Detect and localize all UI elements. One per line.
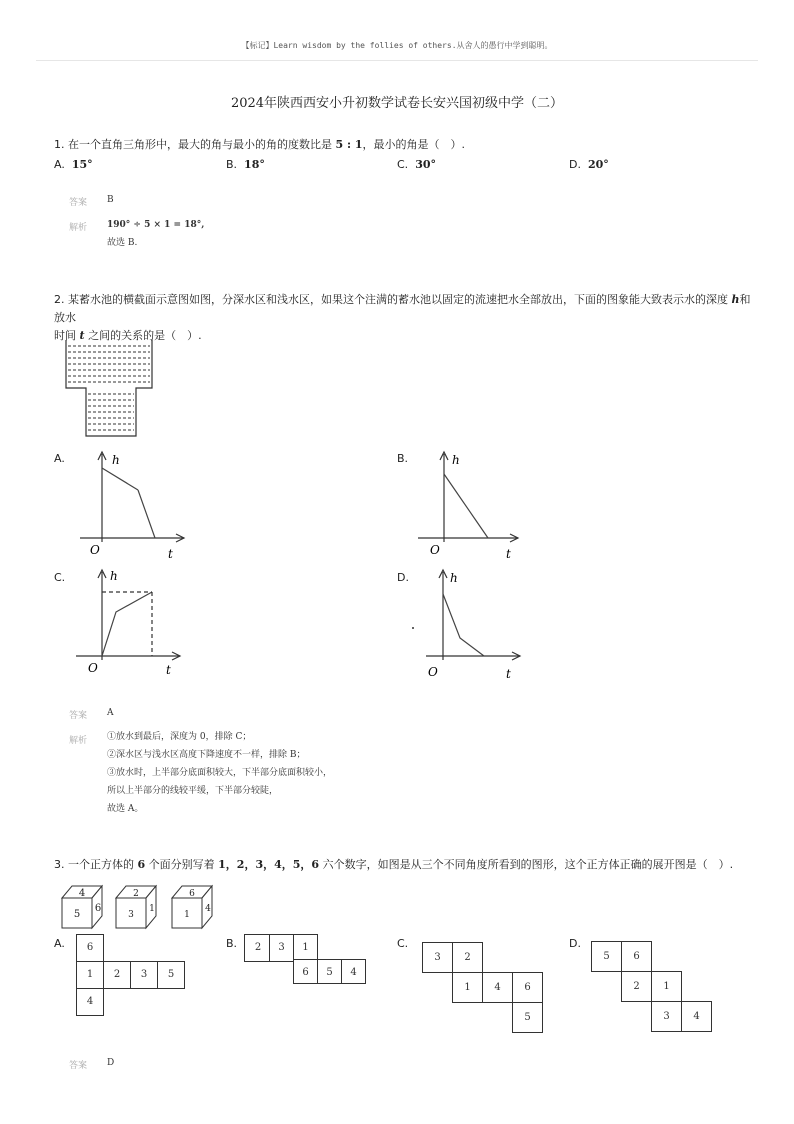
svg-text:O: O <box>430 543 440 557</box>
explain-label: 解析 <box>69 736 88 746</box>
option-2-a-label[interactable]: A. <box>54 452 65 465</box>
option-1-d[interactable]: D. 20° <box>569 158 609 171</box>
svg-text:4: 4 <box>78 888 86 899</box>
cube-views <box>60 882 220 930</box>
svg-text:h: h <box>110 569 118 583</box>
question-1-text: 在一个直角三角形中，最大的角与最小的角的度数比是 <box>68 138 332 151</box>
svg-text:5: 5 <box>73 909 81 920</box>
option-2-b-graph[interactable] <box>410 446 530 564</box>
option-3-c-label[interactable]: C. <box>397 937 409 950</box>
svg-text:h: h <box>450 571 458 585</box>
question-1-text-end: ，最小的角是（ ）. <box>362 138 466 151</box>
svg-text:t: t <box>506 547 511 561</box>
svg-text:6: 6 <box>94 903 102 914</box>
option-2-b-label[interactable]: B. <box>397 452 409 465</box>
header-note: 【标记】Learn wisdom by the follies of others.从舍人的愚行中学到聪明。 <box>241 41 553 50</box>
svg-text:1: 1 <box>184 910 190 920</box>
question-2-answer: A <box>107 708 114 718</box>
reservoir-diagram <box>60 338 160 440</box>
option-3-a-label[interactable]: A. <box>54 937 65 950</box>
option-1-a[interactable]: A. 15° <box>54 158 93 171</box>
answer-label: 答案 <box>69 711 88 721</box>
option-3-b-label[interactable]: B. <box>226 937 238 950</box>
origin-label: O <box>90 543 100 557</box>
svg-text:O: O <box>88 661 98 675</box>
option-2-d-label[interactable]: D. <box>397 571 409 584</box>
question-1-answer: B <box>107 195 114 205</box>
option-2-c-label[interactable]: C. <box>54 571 66 584</box>
option-1-b[interactable]: B. 18° <box>226 158 265 171</box>
svg-text:2: 2 <box>133 889 139 899</box>
option-2-c-graph[interactable] <box>68 564 188 682</box>
svg-text:1: 1 <box>149 904 155 914</box>
svg-text:t: t <box>166 663 171 677</box>
svg-text:4: 4 <box>205 904 211 914</box>
svg-text:h: h <box>452 453 460 467</box>
option-2-d-graph[interactable] <box>410 564 530 682</box>
question-1-number: 1. <box>54 138 65 151</box>
svg-text:t: t <box>506 667 511 681</box>
question-1-stem <box>54 136 465 154</box>
header-divider <box>36 60 758 61</box>
page-title: 2024年陕西西安小升初数学试卷长安兴国初级中学（二） <box>230 96 564 111</box>
question-1-explanation: 190° ÷ 5 × 1 = 18°, 故选 B. <box>107 220 205 248</box>
question-3-answer: D <box>107 1058 115 1068</box>
answer-label: 答案 <box>69 198 88 208</box>
h-axis-label: h <box>112 453 120 467</box>
question-3-stem: 3. 一个正方体的 6 个面分别写着 1，2，3，4，5，6 六个数字，如图是从三个不同角度所看到的图形，这个正方体正确的展开图是（ ）. <box>54 858 734 871</box>
svg-text:O: O <box>428 665 438 679</box>
t-axis-label: t <box>168 547 173 561</box>
question-1-ratio: 5 : 1 <box>335 138 363 151</box>
explain-label: 解析 <box>69 223 88 233</box>
question-2-stem: 2. 某蓄水池的横截面示意图如图，分深水区和浅水区，如果这个注满的蓄水池以固定的流速把水全部放出，下面的图象能大致表示水的深度 h和放水 时间 t 之间的关系的是（ ）. <box>54 293 751 342</box>
answer-label: 答案 <box>69 1061 88 1071</box>
option-2-a-graph[interactable] <box>70 446 190 564</box>
svg-text:3: 3 <box>128 910 134 920</box>
svg-text:6: 6 <box>189 889 195 899</box>
question-2-explanation: ①放水到最后，深度为 0，排除 C； ②深水区与浅水区高度下降速度不一样，排除 B； ③放水时，上半部分底面积较大，下半部分底面积较小， 所以上半部分的线较平缓，下半部分较陡， 故选 A。 <box>107 732 333 814</box>
option-1-c[interactable]: C. 30° <box>397 158 436 171</box>
option-3-d-label[interactable]: D. <box>569 937 581 950</box>
